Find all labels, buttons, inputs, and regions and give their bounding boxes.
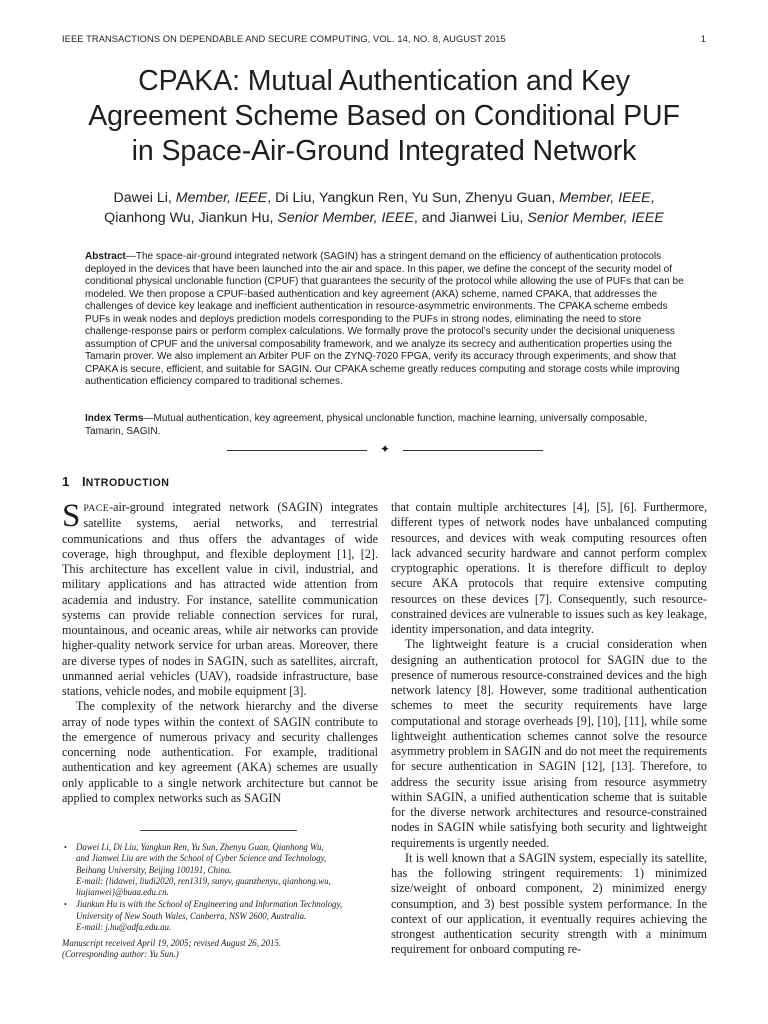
footnote-line: Jiankun Hu is with the School of Engineering and Information Technology, <box>76 899 343 910</box>
paragraph: The complexity of the network hierarchy and the diverse array of node types within the context of SAGIN contribute to the emergence of numerous privacy and security challenges concerning node authentication. For example, traditional authentication and key agreement (AKA) schemes are usually only applicable to a single network architecture but cannot be applied to complex networks such as SAGIN <box>62 699 378 805</box>
title-line-2: Agreement Scheme Based on Conditional PUF <box>88 100 680 132</box>
index-terms-text: —Mutual authentication, key agreement, physical unclonable function, machine learning, universally composable, Tamarin, SAGIN. <box>85 413 648 437</box>
author-text: , and Jianwei Liu, <box>413 210 528 226</box>
author-list <box>60 188 708 228</box>
author-text: Dawei Li, <box>113 190 176 206</box>
title-line-1: CPAKA: Mutual Authentication and Key <box>138 65 630 97</box>
index-terms-label: Index Terms <box>85 413 144 424</box>
author-role: Member, IEEE <box>559 190 651 206</box>
footnote-line: Dawei Li, Di Liu, Yangkun Ren, Yu Sun, Zhenyu Guan, Qianhong Wu, <box>76 842 324 852</box>
footnote-rule <box>140 830 297 831</box>
left-column <box>62 500 378 806</box>
paragraph <box>62 500 378 699</box>
journal-header: IEEE TRANSACTIONS ON DEPENDABLE AND SECURE COMPUTING, VOL. 14, NO. 8, AUGUST 2015 <box>62 34 506 44</box>
author-role: Senior Member, IEEE <box>277 210 414 226</box>
right-column <box>391 500 707 958</box>
divider-line-right <box>403 450 543 451</box>
footnotes <box>62 842 378 961</box>
author-line-1 <box>60 188 708 208</box>
author-text: , <box>650 190 655 206</box>
drop-cap: S <box>62 498 81 534</box>
paragraph: The lightweight feature is a crucial consideration when designing an authentication protocol for SAGIN due to the presence of numerous resource-constrained devices and the high network latency [8]. However, some traditional authentication schemes to meet the security requirements have large computational and storage overheads [9], [10], [11], while some lightweight authentication schemes cannot solve the resource asymmetry problem in SAGIN and do not meet the requirements for secure authentication in SAGIN [12], [13]. Therefore, to address the security issue arising from resource asymmetry within SAGIN, a unified authentication scheme that is suitable for the diverse network architectures and resource-constrained nodes in SAGIN while satisfying both security and lightweight requirements is urgently needed. <box>391 637 707 850</box>
first-word-smallcaps: PACE <box>83 503 110 514</box>
author-line-2 <box>60 208 708 228</box>
footnote-line: Beihang University, Beijing 100191, China. <box>76 864 232 875</box>
paper-title <box>40 64 728 169</box>
footnote-line: and Jianwei Liu are with the School of Cyber Science and Technology, <box>76 853 327 864</box>
footnote-affiliation-2 <box>64 899 378 933</box>
section-heading <box>62 474 169 489</box>
page-number: 1 <box>700 34 706 44</box>
corresponding-author: (Corresponding author: Yu Sun.) <box>62 949 179 960</box>
paragraph-text: -air-ground integrated network (SAGIN) integrates satellite systems, aerial networks, and terrestrial communications and thus offers the advantages of wide coverage, high throughput, and flexible deployment [1], [2]. This architecture has excellent value in civil, industrial, and military applications and has attracted wide attention from academia and industry. For instance, satellite communication systems can provide reliable connection services for rural, mountainous, and oceanic areas, while air networks can provide higher-quality network service for urban areas. Moreover, there are diverse types of nodes in SAGIN, such as satellites, aircraft, unmanned aerial vehicles (UAV), roadside infrastructure, base stations, vehicle nodes, and mobile equipment [3]. <box>62 500 378 698</box>
author-text: , Di Liu, Yangkun Ren, Yu Sun, Zhenyu Guan, <box>267 190 560 206</box>
title-line-3: in Space-Air-Ground Integrated Network <box>131 135 637 167</box>
footnote-affiliation-1 <box>64 842 378 898</box>
index-terms <box>85 413 685 438</box>
footnote-email-line: E-mail: j.hu@adfa.edu.au. <box>76 921 172 932</box>
author-text: Qianhong Wu, Jiankun Hu, <box>104 210 278 226</box>
section-title-initial: I <box>82 474 86 489</box>
paragraph: It is well known that a SAGIN system, especially its satellite, has the following stringent requirements: 1) minimized size/weight of onboard component, 2) minimized energy consumption, and 3) best possible system performance. In the context of our application, it eventually requires achieving the strongest authentication security strength with a minimum requirement for onboard computing re- <box>391 850 707 957</box>
bullet-icon: • <box>64 843 67 852</box>
section-divider <box>227 444 543 458</box>
footnote-email-line: liujianwei}@buaa.edu.cn. <box>76 887 169 897</box>
author-role: Senior Member, IEEE <box>527 210 664 226</box>
running-head <box>62 34 706 48</box>
divider-diamond-icon: ✦ <box>379 442 391 456</box>
footnote-list <box>62 842 378 933</box>
abstract <box>85 251 685 389</box>
paragraph: that contain multiple architectures [4], [5], [6]. Furthermore, different types of network nodes have unbalanced computing resources, and devices with weak computing resources often lack advanced security hardware and cannot perform complex cryptographic operations. It is therefore difficult to deploy secure AKA protocols that require extensive computing resources on these devices [7]. Consequently, such resource-constrained devices are vulnerable to issues such as key leakage, identity impersonation, and data integrity. <box>391 500 707 636</box>
manuscript-received: Manuscript received April 19, 2005; revised August 26, 2015. <box>62 938 282 948</box>
abstract-text: —The space-air-ground integrated network (SAGIN) has a stringent demand on the efficiency of authentication protocols deployed in the devices that have been launched into the air and space. In this paper, we define the concept of the security model of conditional physical unclonable function (CPUF) that guarantees the security of the protocol while allowing the use of PUFs that can be modeled. We then propose a CPUF-based authentication and key agreement (AKA) scheme, named CPAKA, that addresses the challenges of device key leakage and inefficient authentication in resource-asymmetric environments. The CPAKA scheme embeds PUFs in weak nodes and deploys prediction models corresponding to the PUFs in strong nodes, eliminating the need to store challenge-response pairs or perform complex calculations. We formally prove the protocol’s security under the decisional uniqueness assumption of CPUF and the universal composability framework, and we analyze its secrecy and authentication properties using the Tamarin prover. We also implement an Arbiter PUF on the ZYNQ-7020 FPGA, verify its accuracy through experiments, and show that CPAKA is secure, efficient, and suitable for SAGIN. Our CPAKA scheme greatly reduces computing and storage costs while improving authentication efficiency compared to traditional schemes. <box>85 251 684 388</box>
section-number: 1 <box>62 474 70 489</box>
footnote-line: University of New South Wales, Canberra, NSW 2600, Australia. <box>76 910 307 921</box>
bullet-icon: • <box>64 900 67 910</box>
footnote-email-line: E-mail: {lidawei, liudi2020, ren1319, sunyv, guanzhenyu, qianhong.wu, <box>76 875 331 886</box>
author-role: Member, IEEE <box>175 190 268 206</box>
manuscript-note <box>62 938 378 961</box>
abstract-label: Abstract <box>85 251 126 262</box>
divider-line-left <box>227 450 367 451</box>
section-title-rest: NTRODUCTION <box>85 477 170 489</box>
